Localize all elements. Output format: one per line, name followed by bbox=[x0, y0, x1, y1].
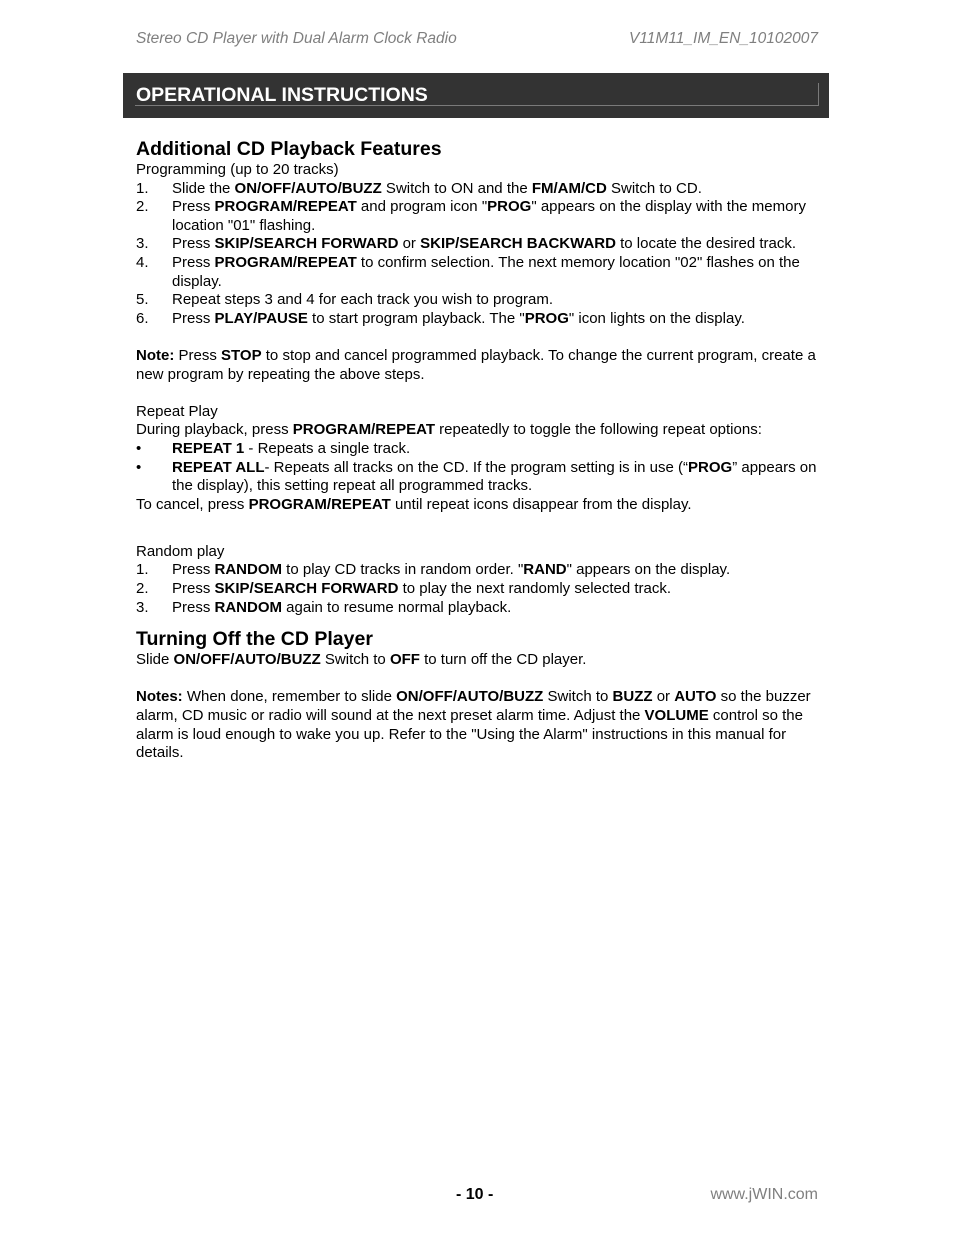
programming-step-2: 2. Press PROGRAM/REPEAT and program icon "PROG" appears on the display with the memory location "01" flashing. bbox=[136, 198, 806, 234]
heading-additional-features: Additional CD Playback Features bbox=[136, 138, 442, 160]
alarm-notes: Notes: When done, remember to slide ON/OFF/AUTO/BUZZ Switch to BUZZ or AUTO so the buzzer alarm, CD music or radio will sound at the next preset alarm time. Adjust the VOLUME control so the alarm is loud enough to wake you up. Refer to the "Using the Alarm" instructions in this manual for details. bbox=[136, 688, 811, 762]
repeat-intro: During playback, press PROGRAM/REPEAT repeatedly to toggle the following repeat options: bbox=[136, 421, 762, 439]
random-steps bbox=[136, 561, 820, 617]
section-banner bbox=[123, 73, 829, 118]
programming-step-3: 3. Press SKIP/SEARCH FORWARD or SKIP/SEARCH BACKWARD to locate the desired track. bbox=[136, 235, 797, 253]
programming-step-6: 6. Press PLAY/PAUSE to start program playback. The "PROG" icon lights on the display. bbox=[136, 309, 745, 327]
random-step-2: 2. Press SKIP/SEARCH FORWARD to play the next randomly selected track. bbox=[136, 580, 672, 598]
repeat-title: Repeat Play bbox=[136, 402, 218, 420]
page-content bbox=[136, 137, 820, 763]
repeat-options bbox=[136, 440, 820, 496]
footer-website: www.jWIN.com bbox=[710, 1186, 818, 1203]
page-number: - 10 - bbox=[456, 1186, 494, 1203]
random-title: Random play bbox=[136, 542, 225, 560]
header-doc-code: V11M11_IM_EN_10102007 bbox=[628, 30, 818, 47]
header-title: Stereo CD Player with Dual Alarm Clock Radio bbox=[136, 30, 457, 47]
programming-step-5: 5. Repeat steps 3 and 4 for each track you wish to program. bbox=[136, 291, 554, 309]
programming-title: Programming (up to 20 tracks) bbox=[136, 161, 339, 178]
repeat-option-1: • REPEAT 1 - Repeats a single track. bbox=[136, 439, 411, 457]
programming-step-4: 4. Press PROGRAM/REPEAT to confirm selection. The next memory location "02" flashes on the display. bbox=[136, 253, 800, 290]
repeat-option-2: • REPEAT ALL- Repeats all tracks on the CD. If the program setting is in use (“PROG” appears on the display), this setting repeat all programmed tracks. bbox=[136, 458, 817, 495]
banner-title: OPERATIONAL INSTRUCTIONS bbox=[136, 84, 428, 106]
turn-off-text: Slide ON/OFF/AUTO/BUZZ Switch to OFF to turn off the CD player. bbox=[136, 651, 587, 669]
program-note: Note: Press STOP to stop and cancel programmed playback. To change the current program, create a new program by repeating the above steps. bbox=[136, 346, 816, 383]
random-step-1: 1. Press RANDOM to play CD tracks in random order. "RAND" appears on the display. bbox=[136, 561, 731, 579]
random-step-3: 3. Press RANDOM again to resume normal playback. bbox=[136, 598, 512, 616]
programming-steps bbox=[136, 180, 820, 329]
heading-turning-off: Turning Off the CD Player bbox=[136, 628, 373, 651]
repeat-cancel: To cancel, press PROGRAM/REPEAT until repeat icons disappear from the display. bbox=[136, 495, 692, 513]
programming-step-1: 1. Slide the ON/OFF/AUTO/BUZZ Switch to ON and the FM/AM/CD Switch to CD. bbox=[136, 179, 702, 197]
